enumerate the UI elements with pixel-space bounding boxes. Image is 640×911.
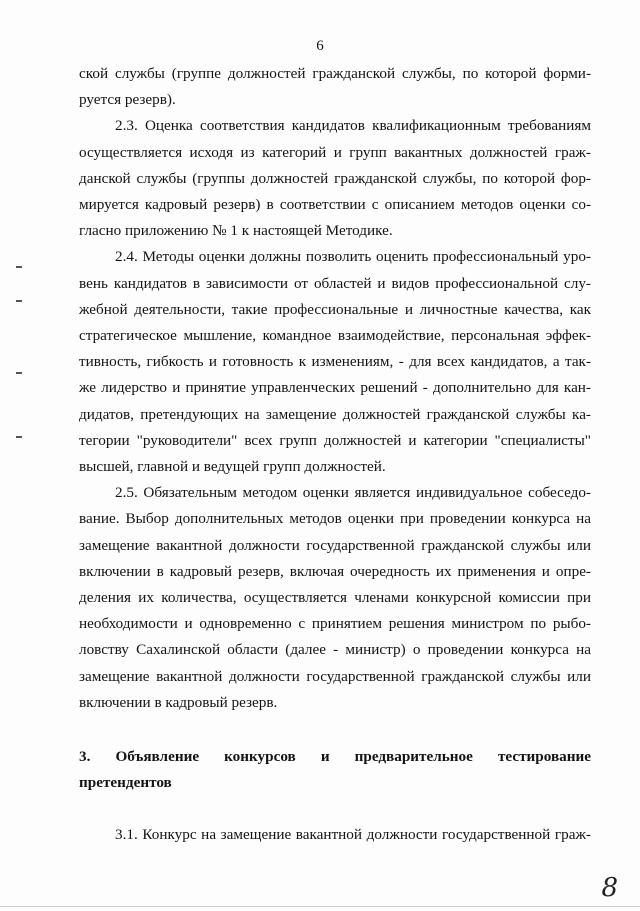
page-edge (0, 906, 640, 907)
handwritten-sheet-number: 8 (601, 873, 618, 903)
section-heading: претендентов (79, 774, 172, 792)
text-line: же лидерство и принятие управленческих решений - дополнительно для кан- (79, 379, 591, 397)
text-line: 3.1. Конкурс на замещение вакантной должности государственной граж- (115, 826, 591, 844)
text-line: высшей, главной и ведущей групп должностей. (79, 458, 386, 476)
text-line: замещение вакантной должности государственной гражданской службы или (79, 536, 591, 554)
margin-mark (16, 436, 22, 438)
margin-mark (16, 300, 22, 302)
text-line: осуществляется исходя из категорий и групп вакантных должностей граж- (79, 143, 591, 161)
text-line: данской службы (группы должностей гражданской службы, по которой фор- (79, 169, 591, 187)
text-line: дидатов, претендующих на замещение должностей гражданской службы ка- (79, 405, 591, 423)
text-line: гласно приложению № 1 к настоящей Методике. (79, 222, 393, 240)
text-line: 2.3. Оценка соответствия кандидатов квалификационным требованиям (115, 117, 591, 135)
page-number: 6 (316, 38, 324, 54)
text-line: тивность, гибкость и готовность к изменениям, - для всех кандидатов, а так- (79, 353, 591, 371)
text-line: мируется кадровый резерв) в соответствии с описанием методов оценки со- (79, 196, 591, 214)
text-line: вание. Выбор дополнительных методов оценки при проведении конкурса на (79, 510, 591, 528)
text-line: тегории "руководители" всех групп должностей и категории "специалисты" (79, 431, 591, 449)
text-line: включении в кадровый резерв, включая очередность их применения и опре- (79, 562, 591, 580)
margin-mark (16, 266, 22, 268)
text-line: 2.4. Методы оценки должны позволить оценить профессиональный уро- (115, 248, 591, 266)
document-body (79, 61, 591, 849)
text-line: деления их количества, осуществляется членами конкурсной комиссии при (79, 589, 591, 607)
margin-mark (16, 372, 22, 374)
text-line: ловству Сахалинской области (далее - министр) о проведении конкурса на (79, 641, 591, 659)
text-line: необходимости и одновременно с принятием решения министром по рыбо- (79, 615, 591, 633)
heading-spacer (79, 796, 591, 822)
text-line: руется резерв). (79, 91, 176, 109)
section-heading: 3. Объявление конкурсов и предварительное тестирование (79, 748, 591, 766)
text-line: ской службы (группе должностей гражданской службы, по которой форми- (79, 65, 591, 82)
text-line: вень кандидатов в зависимости от областей и видов профессиональной слу- (79, 274, 591, 292)
text-line: включении в кадровый резерв. (79, 693, 278, 711)
text-line: жебной деятельности, такие профессиональные и личностные качества, как (79, 300, 591, 318)
section-spacer (79, 716, 591, 744)
text-line: замещение вакантной должности государственной гражданской службы или (79, 667, 591, 685)
text-line: 2.5. Обязательным методом оценки является индивидуальное собеседо- (115, 484, 591, 502)
text-line: стратегическое мышление, командное взаимодействие, персональная эффек- (79, 327, 591, 345)
